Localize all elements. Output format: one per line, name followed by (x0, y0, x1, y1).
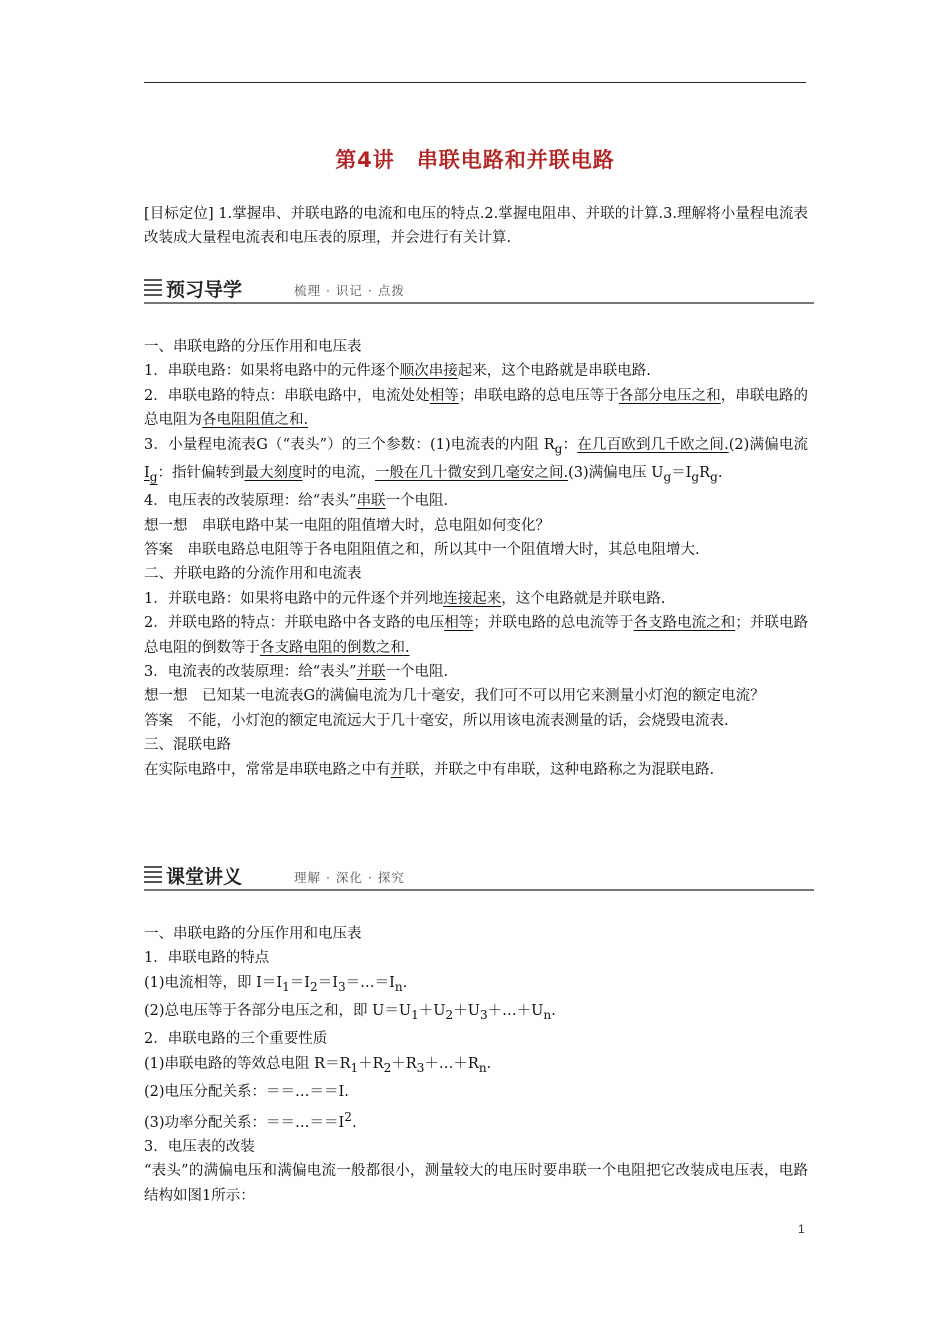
paragraph: 4．电压表的改装原理：给“表头”串联一个电阻. (144, 493, 449, 510)
paragraph: 1．串联电路：如果将电路中的元件逐个顺次串接起来，这个电路就是串联电路. (144, 363, 651, 380)
formula-line: (3)功率分配关系：$==\dots==I^2$. (144, 1109, 357, 1131)
page-title (0, 144, 950, 174)
paragraph: 3．电压表的改装 (144, 1138, 255, 1155)
lecture-section (144, 922, 808, 1208)
paragraph: 3．电流表的改装原理：给“表头”并联一个电阻. (144, 664, 449, 681)
section-band-preview (144, 275, 814, 305)
band-label: 课堂讲义 (166, 866, 243, 888)
heading-mixed: 三、混联电路 (144, 737, 231, 754)
paragraph: 在实际电路中，常常是串联电路之中有并联，并联之中有串联，这种电路称之为混联电路. (144, 761, 715, 778)
band-subtitle: 理解 · 深化 · 探究 (294, 870, 405, 885)
paragraph: 2．并联电路的特点：并联电路中各支路的电压相等；并联电路的总电流等于各支路电流之和；并联电路总电阻的倒数等于各支路电阻的倒数之和. (144, 615, 809, 656)
band-label: 预习导学 (166, 279, 243, 301)
objectives-tag: [目标定位] (144, 206, 214, 222)
formula-line: (1)串联电路的等效总电阻 $R=R_1+R_2+R_3+\dots+R_n$. (144, 1055, 492, 1075)
formula-line: (2)总电压等于各部分电压之和，即 $U=U_1+U_2+U_3+\dots+U_n$. (144, 1003, 556, 1022)
heading-parallel: 二、并联电路的分流作用和电流表 (144, 566, 362, 583)
paragraph: 2．串联电路的三个重要性质 (144, 1031, 328, 1048)
formula-line: (2)电压分配关系：＝＝…＝＝I. (144, 1084, 349, 1101)
paragraph: 1．并联电路：如果将电路中的元件逐个并列地连接起来，这个电路就是并联电路. (144, 590, 666, 607)
learning-objectives (144, 202, 808, 251)
paragraph: 1．串联电路的特点 (144, 950, 270, 967)
header-rule (144, 82, 806, 83)
band-rule (144, 889, 814, 891)
stripes-icon (144, 866, 162, 886)
think-question: 想一想 串联电路中某一电阻的阻值增大时，总电阻如何变化？ (144, 517, 550, 534)
stripes-icon (144, 279, 162, 299)
paragraph: 3．小量程电流表G（“表头”）的三个参数：(1)电流表的内阻 $R_g$：在几百欧到几千欧之间.(2)满偏电流 $I_g$：指针偏转到最大刻度时的电流，一般在几十微安到几毫安之间.(3)满偏电压 $U_g=I_gR_g$. (144, 436, 809, 484)
paragraph: 2．串联电路的特点：串联电路中，电流处处相等；串联电路的总电压等于各部分电压之和，串联电路的总电阻为各电阻阻值之和. (144, 387, 809, 429)
formula-line: (1)电流相等，即 $I=I_1=I_2=I_3=\dots=I_n$. (144, 974, 408, 994)
heading-series: 一、串联电路的分压作用和电压表 (144, 926, 362, 942)
page-number: 1 (798, 1222, 805, 1236)
band-subtitle: 梳理 · 识记 · 点拨 (294, 283, 405, 298)
think-answer: 答案 串联电路总电阻等于各电阻阻值之和，所以其中一个阻值增大时，其总电阻增大. (144, 542, 700, 559)
heading-series: 一、串联电路的分压作用和电压表 (144, 339, 362, 355)
paragraph: “表头”的满偏电压和满偏电流一般都很小，测量较大的电压时要串联一个电阻把它改装成电压表，电路结构如图1所示： (144, 1163, 808, 1204)
band-rule (144, 302, 814, 304)
think-question: 想一想 已知某一电流表G的满偏电流为几十毫安，我们可不可以用它来测量小灯泡的额定电流？ (144, 688, 765, 705)
preview-section (144, 335, 808, 782)
section-band-lecture (144, 862, 814, 892)
lesson-number: 第4讲 (335, 148, 395, 172)
lesson-title: 串联电路和并联电路 (416, 148, 615, 172)
objectives-text: 1.掌握串、并联电路的电流和电压的特点.2.掌握电阻串、并联的计算.3.理解将小量程电流表改装成大量程电流表和电压表的原理，并会进行有关计算. (144, 206, 808, 247)
think-answer: 答案 不能，小灯泡的额定电流远大于几十毫安，所以用该电流表测量的话，会烧毁电流表. (144, 712, 729, 729)
